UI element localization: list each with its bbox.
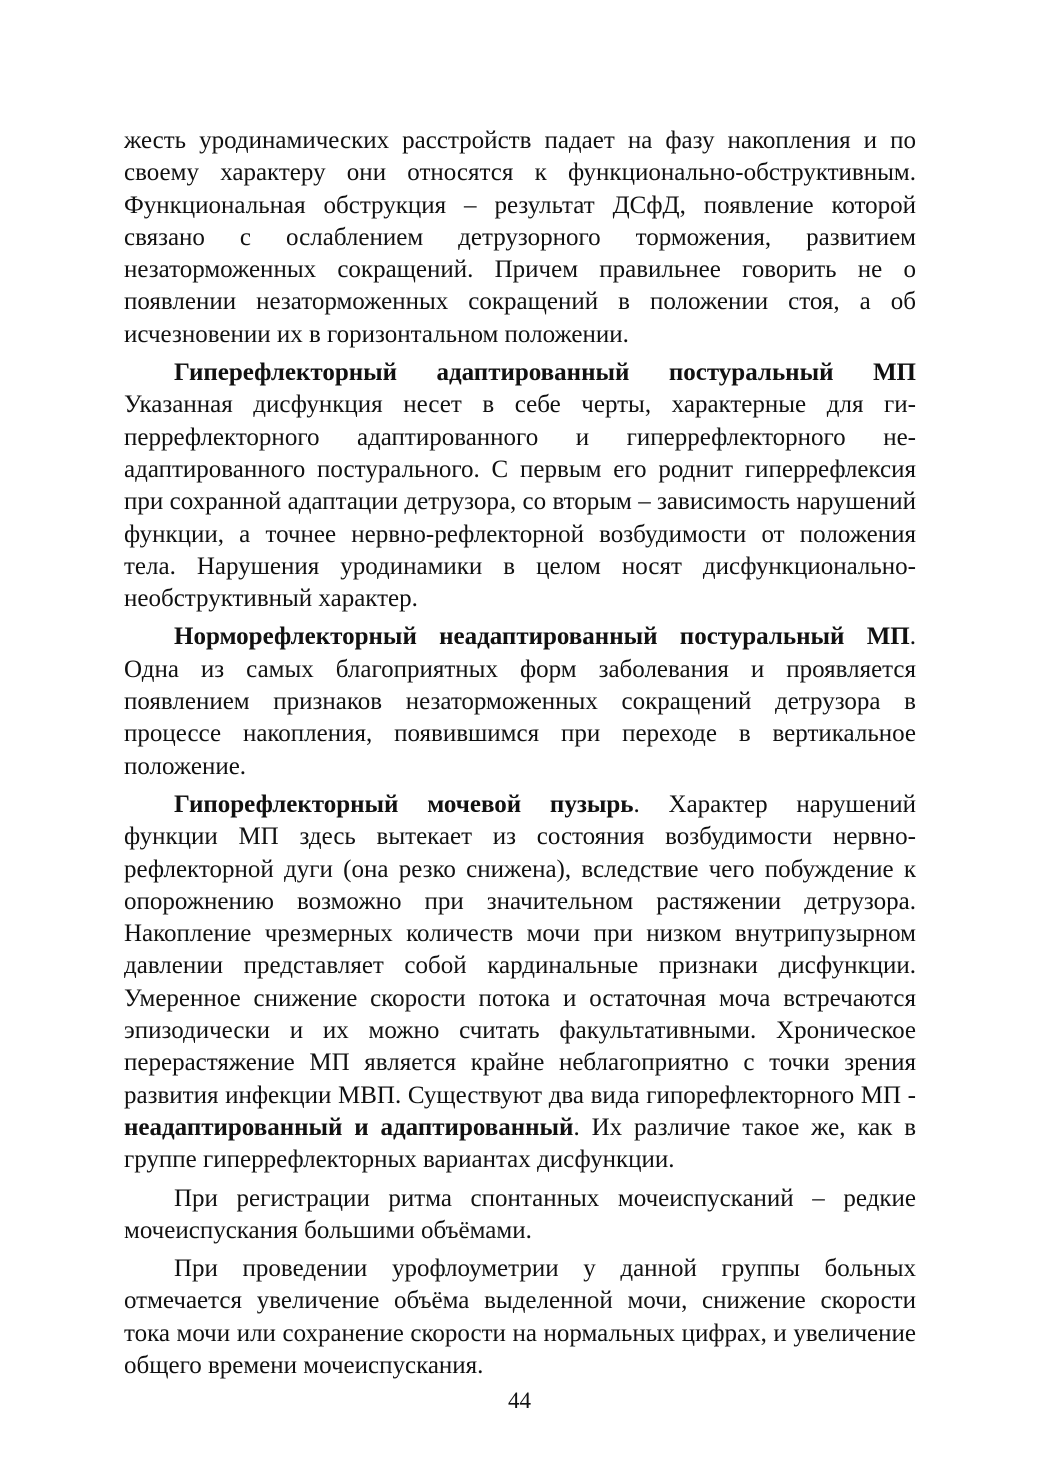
paragraph-text: жесть уродинамических расстройств падает на фазу накопления и по своему характеру они относятся к функционально-обструктивным. Функциональная обструкция – результат ДСфД, появление которой связано с ослаблением детрузорного торможения, развитием незаторможенных сокращений. Причем правильнее говорить не о появлении незаторможенных сокращений в положении стоя, а об исчезновении их в горизонтальном положении. xyxy=(124,127,916,348)
section-heading: Гиперефлекторный адаптированный постуральный МП xyxy=(174,359,916,387)
paragraph-text: При регистрации ритма спонтанных мочеиспусканий – редкие мочеиспускания большими объёмами. xyxy=(124,1184,916,1244)
paragraph-hyperreflex-adapted xyxy=(124,357,916,615)
paragraph-text: . Характер нарушений функции МП здесь вытекает из состояния возбудимости нервно-рефлекторной дуги (она резко снижена), вследствие чего побуждение к опорожнению возможно при значительном растяжении детрузора. Накопление чрезмерных количеств мочи при низком внутрипузырном давлении представляет собой кардинальные признаки дисфункции. Умеренное снижение скорости потока и остаточная моча встречаются эпизодически и их можно считать факультативными. Хроническое перерастяжение МП является крайне неблагоприятно с точки зрения развития инфекции МВП. Существуют два вида гипорефлекторного МП - xyxy=(124,790,916,1109)
paragraph-rhythm-registration xyxy=(124,1183,916,1248)
paragraph-continuation xyxy=(124,125,916,351)
paragraph-text: При проведении урофлоуметрии у данной группы больных отмечается увеличение объёма выделенной мочи, снижение скорости тока мочи или сохранение скорости на нормальных цифрах, и увеличение общего времени мочеиспускания. xyxy=(124,1255,916,1379)
paragraph-normoreflex-unadapted xyxy=(124,621,916,782)
paragraph-hyporeflex-bladder xyxy=(124,789,916,1177)
section-heading: Гипорефлекторный мочевой пузырь xyxy=(174,790,634,818)
paragraph-text: . Их различие такое же, как в группе гиперрефлекторных вариантах дисфункции. xyxy=(124,1113,916,1174)
page-body xyxy=(124,125,916,1382)
paragraph-text: . Одна из самых благоприятных форм заболевания и проявляется появлением признаков незаторможенных сокращений детрузора в процессе накопления, появившимся при переходе в вертикальное положение. xyxy=(124,623,916,780)
inline-bold-term: неадаптированный и адаптированный xyxy=(124,1113,574,1141)
section-heading: Норморефлекторный неадаптированный постуральный МП xyxy=(174,623,910,651)
page-number: 44 xyxy=(508,1388,531,1413)
paragraph-uroflowmetry xyxy=(124,1253,916,1382)
paragraph-text: Указанная дисфункция несет в себе черты, характерные для гиперрефлекторного адаптированного и гиперрефлекторного неадаптированного постурального. С первым его роднит гиперрефлексия при сохранной адаптации детрузора, со вторым – зависимость нарушений функции, а точнее нервно-рефлекторной возбудимости от положения тела. Нарушения уродинамики в целом носят дисфункционально-необструктивный характер. xyxy=(124,391,916,613)
